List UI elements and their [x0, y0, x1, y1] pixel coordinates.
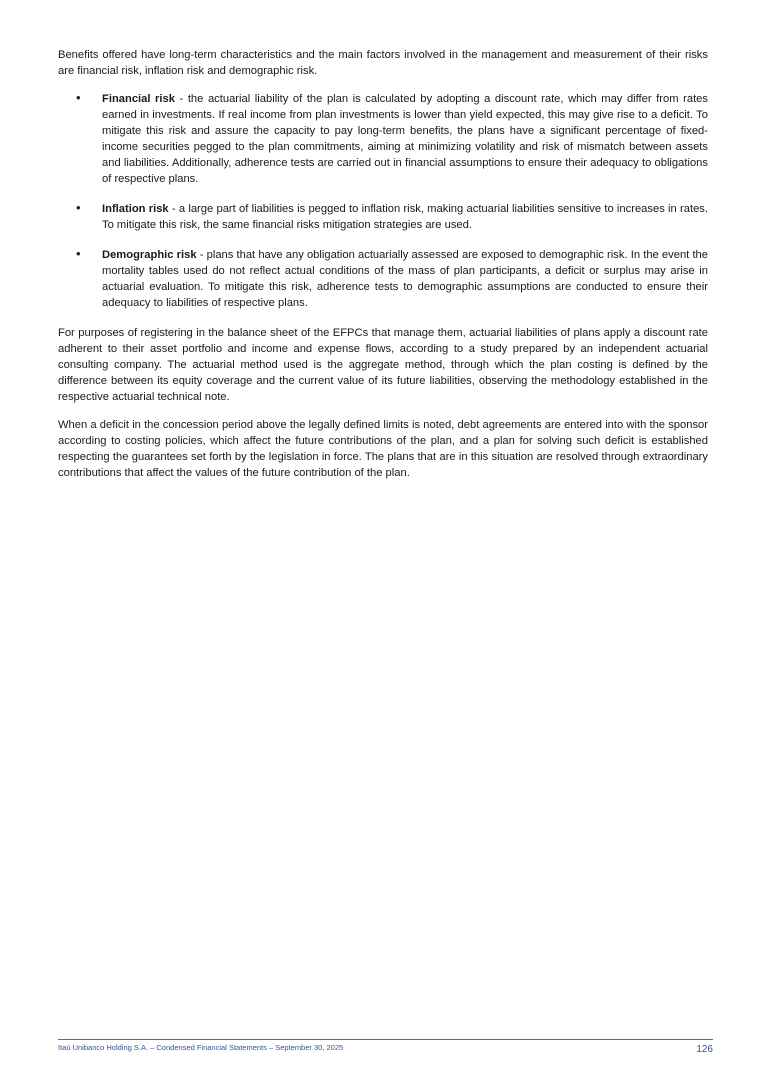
intro-paragraph: Benefits offered have long-term characteristics and the main factors involved in the management and measurement of their risks are financial risk, inflation risk and demographic risk. — [58, 49, 708, 77]
demographic-risk-label: Demographic risk — [102, 249, 197, 261]
financial-risk-paragraph — [58, 91, 708, 187]
bullet-icon: • — [76, 90, 81, 105]
document-body — [58, 47, 708, 493]
inflation-risk-text: - a large part of liabilities is pegged to inflation risk, making actuarial liabilities sensitive to increases in rates. To mitigate this risk, the same financial risks mitigation strategies are used. — [102, 203, 708, 231]
demographic-risk-paragraph — [58, 247, 708, 311]
demographic-risk-text: - plans that have any obligation actuarially assessed are exposed to demographic risk. In the event the mortality tables used do not reflect actual conditions of the mass of plan participants, a deficit or surplus may arise in actuarial evaluation. To mitigate this risk, adherence tests to demographic assumptions are conducted to ensure their adequacy to liabilities of respective plans. — [102, 249, 708, 309]
inflation-risk-label: Inflation risk — [102, 203, 169, 215]
bullet-icon: • — [76, 246, 81, 261]
page-number: 126 — [696, 1044, 713, 1055]
balance-sheet-paragraph: For purposes of registering in the balance sheet of the EFPCs that manage them, actuarial liabilities of plans apply a discount rate adherent to their asset portfolio and income and expense flows, according to a study prepared by an independent actuarial consulting company. The actuarial method used is the aggregate method, through which the plan costing is defined by the difference between its equity coverage and the current value of its future liabilities, observing the methodology established in the respective actuarial technical note. — [58, 327, 708, 403]
page-footer — [58, 1039, 713, 1055]
footer-title: Itaú Unibanco Holding S.A. – Condensed Financial Statements – September 30, 2025 — [58, 1043, 344, 1052]
financial-risk-label: Financial risk — [102, 93, 175, 105]
deficit-paragraph: When a deficit in the concession period above the legally defined limits is noted, debt agreements are entered into with the sponsor according to costing policies, which affect the future contributions of the plan, and a plan for solving such deficit is established respecting the guarantees set forth by the legislation in force. The plans that are in this situation are resolved through extraordinary contributions that affect the values of the future contribution of the plan. — [58, 419, 708, 479]
financial-risk-text: - the actuarial liability of the plan is calculated by adopting a discount rate, which may differ from rates earned in investments. If real income from plan investments is lower than yield expected, this may give rise to a deficit. To mitigate this risk and assure the capacity to pay long-term benefits, the plans have a significant percentage of fixed-income securities pegged to the plan commitments, aiming at minimizing volatility and risk of mismatch between assets and liabilities. Additionally, adherence tests are carried out in financial assumptions to ensure their adequacy to obligations of respective plans. — [102, 93, 708, 185]
inflation-risk-paragraph — [58, 201, 708, 233]
bullet-icon: • — [76, 200, 81, 215]
